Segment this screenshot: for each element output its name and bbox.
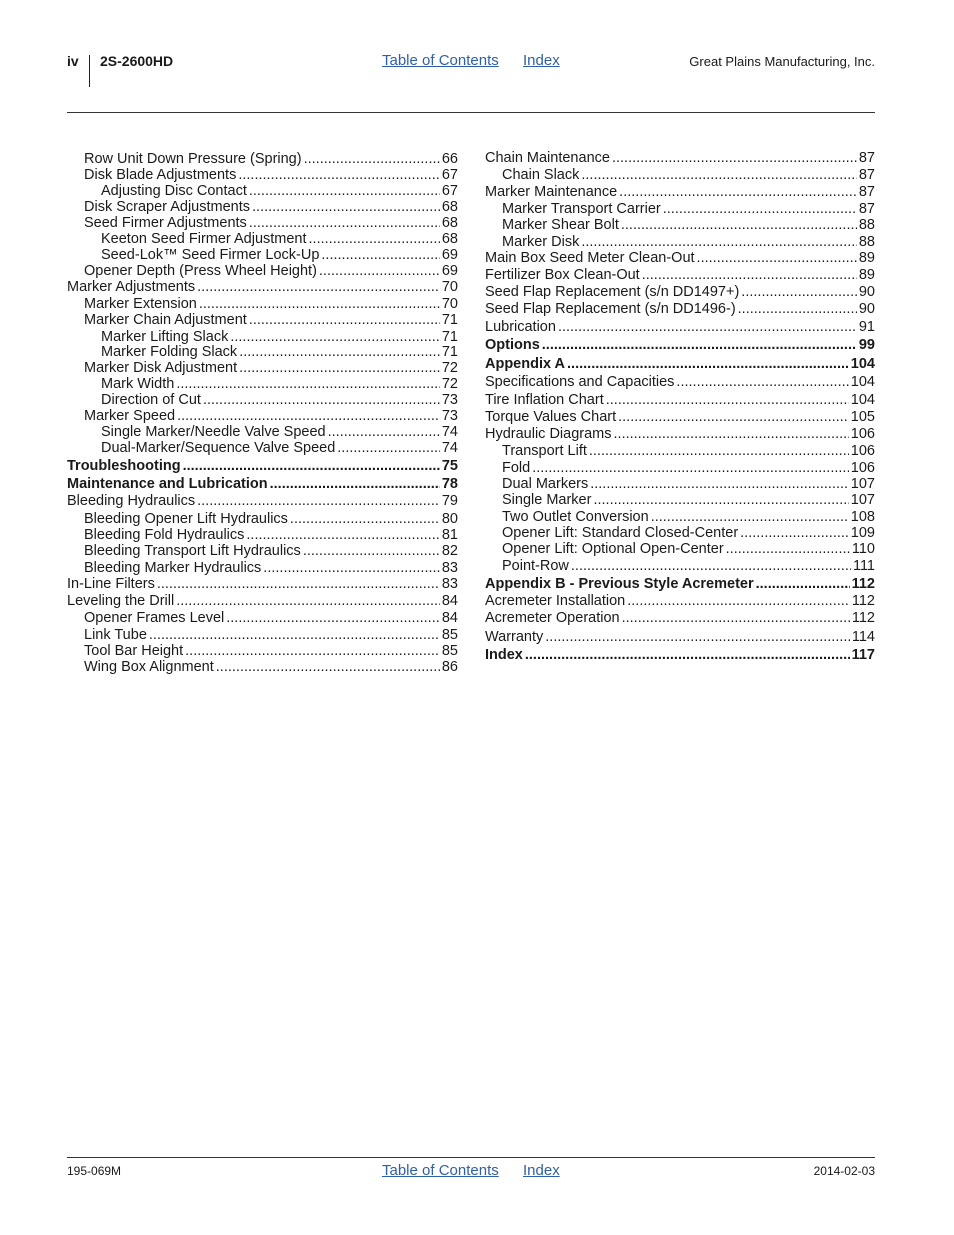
toc-entry-page: 112 xyxy=(851,610,875,626)
toc-entry[interactable] xyxy=(485,184,875,200)
toc-dot-leader xyxy=(319,263,440,279)
toc-entry-page: 112 xyxy=(851,593,875,609)
toc-entry-page: 105 xyxy=(850,409,875,425)
toc-entry-page: 104 xyxy=(850,356,875,372)
toc-entry-page: 70 xyxy=(441,279,458,295)
header-rule xyxy=(67,112,875,113)
toc-entry[interactable] xyxy=(84,296,458,312)
toc-entry[interactable] xyxy=(485,150,875,166)
toc-entry-title: Single Marker xyxy=(502,492,592,508)
toc-entry[interactable] xyxy=(67,279,458,295)
page-number: iv xyxy=(67,53,79,69)
toc-entry-title: Marker Adjustments xyxy=(67,279,196,295)
toc-entry[interactable] xyxy=(101,183,458,199)
toc-dot-leader xyxy=(328,424,440,440)
toc-dot-leader xyxy=(249,312,440,328)
toc-dot-leader xyxy=(621,217,857,233)
toc-entry[interactable] xyxy=(101,440,458,456)
toc-entry[interactable] xyxy=(84,151,458,167)
toc-dot-leader xyxy=(238,167,440,183)
toc-entry-page: 88 xyxy=(858,234,875,250)
toc-entry-page: 88 xyxy=(858,217,875,233)
toc-entry-title: Warranty xyxy=(485,629,544,645)
toc-entry-title: Link Tube xyxy=(84,627,147,643)
toc-entry-title: Single Marker/Needle Valve Speed xyxy=(101,424,326,440)
toc-entry-title: Two Outlet Conversion xyxy=(502,509,649,525)
toc-entry-title: Bleeding Fold Hydraulics xyxy=(84,527,245,543)
toc-entry-page: 68 xyxy=(441,199,458,215)
toc-entry-title: Marker Shear Bolt xyxy=(502,217,619,233)
toc-dot-leader xyxy=(606,392,849,408)
toc-entry-title: Seed Flap Replacement (s/n DD1497+) xyxy=(485,284,740,300)
toc-entry[interactable] xyxy=(502,492,875,508)
toc-entry-page: 87 xyxy=(858,184,875,200)
toc-dot-leader xyxy=(567,356,849,372)
toc-dot-leader xyxy=(249,183,440,199)
toc-entry-page: 87 xyxy=(858,201,875,217)
toc-entry-title: Chain Slack xyxy=(502,167,580,183)
revision-date: 2014-02-03 xyxy=(813,1164,875,1178)
toc-entry-title: Transport Lift xyxy=(502,443,587,459)
toc-dot-leader xyxy=(642,267,857,283)
toc-entry[interactable] xyxy=(485,319,875,335)
toc-entry-title: In-Line Filters xyxy=(67,576,155,592)
toc-entry-page: 67 xyxy=(441,183,458,199)
toc-entry-title: Bleeding Marker Hydraulics xyxy=(84,560,262,576)
toc-entry[interactable] xyxy=(84,610,458,626)
toc-entry-page: 86 xyxy=(441,659,458,675)
toc-dot-leader xyxy=(252,199,440,215)
toc-entry-page: 75 xyxy=(441,458,458,474)
toc-entry[interactable] xyxy=(84,643,458,659)
toc-entry-title: Options xyxy=(485,337,540,353)
toc-entry[interactable] xyxy=(485,647,875,663)
toc-dot-leader xyxy=(589,443,849,459)
toc-entry-title: Marker Disk xyxy=(502,234,580,250)
toc-entry[interactable] xyxy=(502,443,875,459)
toc-dot-leader xyxy=(618,409,849,425)
toc-entry-title: Row Unit Down Pressure (Spring) xyxy=(84,151,302,167)
toc-dot-leader xyxy=(532,460,849,476)
toc-dot-leader xyxy=(619,184,857,200)
toc-entry-page: 117 xyxy=(851,647,875,663)
toc-entry-title: Opener Frames Level xyxy=(84,610,225,626)
toc-entry[interactable] xyxy=(485,250,875,266)
toc-entry-page: 89 xyxy=(858,267,875,283)
toc-entry[interactable] xyxy=(485,284,875,300)
toc-dot-leader xyxy=(558,319,857,335)
toc-entry-page: 73 xyxy=(441,392,458,408)
toc-entry-title: Acremeter Installation xyxy=(485,593,626,609)
toc-entry-page: 87 xyxy=(858,167,875,183)
toc-entry-page: 84 xyxy=(441,610,458,626)
toc-entry-title: Chain Maintenance xyxy=(485,150,610,166)
toc-entry-title: Torque Values Chart xyxy=(485,409,617,425)
toc-entry[interactable] xyxy=(84,543,458,559)
toc-entry-page: 68 xyxy=(441,231,458,247)
toc-entry[interactable] xyxy=(84,312,458,328)
toc-entry-page: 69 xyxy=(441,263,458,279)
toc-dot-leader xyxy=(612,150,857,166)
toc-dot-leader xyxy=(542,337,857,353)
toc-entry-page: 85 xyxy=(441,627,458,643)
toc-dot-leader xyxy=(263,560,440,576)
toc-entry-page: 110 xyxy=(851,541,875,557)
toc-entry-title: Mark Width xyxy=(101,376,175,392)
company-name: Great Plains Manufacturing, Inc. xyxy=(689,54,875,69)
toc-entry-page: 71 xyxy=(441,344,458,360)
toc-entry-page: 83 xyxy=(441,560,458,576)
toc-entry-title: Main Box Seed Meter Clean-Out xyxy=(485,250,695,266)
toc-entry-title: Marker Chain Adjustment xyxy=(84,312,247,328)
footer-rule xyxy=(67,1157,875,1158)
toc-entry-page: 71 xyxy=(441,329,458,345)
toc-entry[interactable] xyxy=(84,627,458,643)
toc-entry-page: 72 xyxy=(441,360,458,376)
toc-dot-leader xyxy=(226,610,440,626)
toc-dot-leader xyxy=(183,458,440,474)
toc-entry[interactable] xyxy=(84,560,458,576)
toc-entry-title: Fold xyxy=(502,460,531,476)
toc-entry-title: Opener Lift: Optional Open-Center xyxy=(502,541,724,557)
toc-entry[interactable] xyxy=(485,267,875,283)
toc-dot-leader xyxy=(581,167,856,183)
toc-entry[interactable] xyxy=(84,659,458,675)
toc-entry[interactable] xyxy=(502,509,875,525)
toc-entry-title: Bleeding Hydraulics xyxy=(67,493,196,509)
toc-dot-leader xyxy=(176,593,440,609)
toc-entry-title: Dual Markers xyxy=(502,476,589,492)
toc-entry-page: 79 xyxy=(441,493,458,509)
toc-entry[interactable] xyxy=(485,337,875,353)
toc-entry-title: Leveling the Drill xyxy=(67,593,175,609)
toc-entry[interactable] xyxy=(101,329,458,345)
toc-dot-leader xyxy=(525,647,850,663)
toc-entry[interactable] xyxy=(101,392,458,408)
toc-entry-page: 99 xyxy=(858,337,875,353)
toc-dot-leader xyxy=(614,426,849,442)
toc-entry-page: 91 xyxy=(858,319,875,335)
toc-dot-leader xyxy=(756,576,850,592)
toc-entry-page: 69 xyxy=(441,247,458,263)
toc-entry-page: 109 xyxy=(850,525,875,541)
toc-entry-page: 108 xyxy=(850,509,875,525)
toc-entry-title: Marker Disk Adjustment xyxy=(84,360,238,376)
footer-toc-link[interactable]: Table of Contents xyxy=(382,1162,499,1179)
toc-dot-leader xyxy=(741,284,857,300)
toc-dot-leader xyxy=(627,593,850,609)
toc-dot-leader xyxy=(176,376,440,392)
toc-entry[interactable] xyxy=(84,527,458,543)
toc-dot-leader xyxy=(197,493,440,509)
toc-entry-title: Direction of Cut xyxy=(101,392,201,408)
toc-entry-title: Bleeding Transport Lift Hydraulics xyxy=(84,543,301,559)
toc-dot-leader xyxy=(246,527,439,543)
toc-entry-title: Marker Maintenance xyxy=(485,184,618,200)
toc-entry[interactable] xyxy=(485,426,875,442)
toc-entry-page: 82 xyxy=(441,543,458,559)
toc-entry[interactable] xyxy=(485,610,875,626)
toc-entry[interactable] xyxy=(101,344,458,360)
toc-dot-leader xyxy=(249,215,440,231)
toc-entry-title: Opener Lift: Standard Closed-Center xyxy=(502,525,739,541)
toc-entry[interactable] xyxy=(101,247,458,263)
toc-entry-page: 106 xyxy=(850,426,875,442)
toc-entry-page: 67 xyxy=(441,167,458,183)
toc-entry[interactable] xyxy=(101,376,458,392)
toc-entry[interactable] xyxy=(101,424,458,440)
toc-entry-page: 107 xyxy=(850,476,875,492)
toc-dot-leader xyxy=(239,344,440,360)
toc-entry[interactable] xyxy=(485,374,875,390)
toc-entry-title: Appendix B - Previous Style Acremeter xyxy=(485,576,754,592)
toc-dot-leader xyxy=(726,541,850,557)
toc-entry[interactable] xyxy=(67,593,458,609)
toc-entry-title: Tire Inflation Chart xyxy=(485,392,604,408)
toc-entry-title: Bleeding Opener Lift Hydraulics xyxy=(84,511,288,527)
toc-dot-leader xyxy=(290,511,440,527)
toc-entry-title: Acremeter Operation xyxy=(485,610,620,626)
toc-entry-title: Fertilizer Box Clean-Out xyxy=(485,267,640,283)
toc-entry[interactable] xyxy=(84,511,458,527)
toc-dot-leader xyxy=(651,509,849,525)
toc-entry-title: Specifications and Capacities xyxy=(485,374,675,390)
toc-dot-leader xyxy=(199,296,440,312)
toc-entry[interactable] xyxy=(485,576,875,592)
toc-entry[interactable] xyxy=(84,167,458,183)
toc-dot-leader xyxy=(197,279,440,295)
toc-entry-page: 83 xyxy=(441,576,458,592)
toc-entry-title: Marker Lifting Slack xyxy=(101,329,229,345)
toc-entry-title: Seed Firmer Adjustments xyxy=(84,215,247,231)
header-index-link[interactable]: Index xyxy=(523,52,560,69)
document-number: 195-069M xyxy=(67,1164,122,1178)
toc-entry-title: Wing Box Alignment xyxy=(84,659,214,675)
toc-dot-leader xyxy=(216,659,440,675)
toc-entry-page: 68 xyxy=(441,215,458,231)
toc-entry-page: 111 xyxy=(852,558,875,574)
toc-entry[interactable] xyxy=(101,231,458,247)
toc-dot-leader xyxy=(337,440,440,456)
toc-entry-title: Marker Extension xyxy=(84,296,197,312)
toc-entry-page: 74 xyxy=(441,424,458,440)
toc-entry-title: Opener Depth (Press Wheel Height) xyxy=(84,263,317,279)
toc-entry-page: 74 xyxy=(441,440,458,456)
toc-entry-page: 87 xyxy=(858,150,875,166)
toc-dot-leader xyxy=(270,476,440,492)
footer-index-link[interactable]: Index xyxy=(523,1162,560,1179)
toc-entry-page: 73 xyxy=(441,408,458,424)
toc-entry[interactable] xyxy=(67,458,458,474)
toc-entry[interactable] xyxy=(84,408,458,424)
toc-dot-leader xyxy=(676,374,848,390)
toc-entry-page: 90 xyxy=(858,284,875,300)
toc-dot-leader xyxy=(321,247,439,263)
toc-entry[interactable] xyxy=(84,360,458,376)
header-divider xyxy=(89,55,90,87)
toc-dot-leader xyxy=(738,301,857,317)
toc-entry-page: 70 xyxy=(441,296,458,312)
toc-entry-title: Keeton Seed Firmer Adjustment xyxy=(101,231,307,247)
toc-entry-title: Tool Bar Height xyxy=(84,643,184,659)
toc-entry-title: Adjusting Disc Contact xyxy=(101,183,247,199)
toc-dot-leader xyxy=(545,629,850,645)
toc-entry-title: Appendix A xyxy=(485,356,566,372)
toc-entry-page: 84 xyxy=(441,593,458,609)
toc-entry-page: 66 xyxy=(441,151,458,167)
toc-entry[interactable] xyxy=(84,263,458,279)
toc-entry-title: Seed-Lok™ Seed Firmer Lock-Up xyxy=(101,247,320,263)
toc-entry[interactable] xyxy=(485,629,875,645)
toc-dot-leader xyxy=(230,329,440,345)
toc-entry-page: 81 xyxy=(441,527,458,543)
toc-dot-leader xyxy=(740,525,849,541)
toc-dot-leader xyxy=(304,151,440,167)
toc-entry-title: Maintenance and Lubrication xyxy=(67,476,268,492)
toc-entry-page: 112 xyxy=(851,576,875,592)
toc-entry-title: Disk Blade Adjustments xyxy=(84,167,237,183)
toc-entry-page: 85 xyxy=(441,643,458,659)
model-name: 2S-2600HD xyxy=(100,53,174,69)
toc-entry[interactable] xyxy=(502,234,875,250)
toc-entry[interactable] xyxy=(67,493,458,509)
toc-entry-page: 78 xyxy=(441,476,458,492)
toc-entry-page: 90 xyxy=(858,301,875,317)
toc-entry[interactable] xyxy=(84,215,458,231)
toc-entry-page: 104 xyxy=(850,392,875,408)
toc-entry-title: Marker Folding Slack xyxy=(101,344,238,360)
toc-dot-leader xyxy=(593,492,848,508)
header-toc-link[interactable]: Table of Contents xyxy=(382,52,499,69)
toc-dot-leader xyxy=(309,231,440,247)
toc-entry[interactable] xyxy=(485,356,875,372)
toc-entry[interactable] xyxy=(502,201,875,217)
toc-entry[interactable] xyxy=(502,217,875,233)
toc-entry[interactable] xyxy=(502,541,875,557)
toc-entry[interactable] xyxy=(485,409,875,425)
toc-entry-page: 89 xyxy=(858,250,875,266)
toc-dot-leader xyxy=(571,558,851,574)
toc-entry[interactable] xyxy=(67,576,458,592)
toc-entry[interactable] xyxy=(485,593,875,609)
toc-entry-title: Seed Flap Replacement (s/n DD1496-) xyxy=(485,301,736,317)
toc-dot-leader xyxy=(239,360,440,376)
toc-entry[interactable] xyxy=(485,392,875,408)
toc-entry-title: Troubleshooting xyxy=(67,458,181,474)
toc-dot-leader xyxy=(157,576,440,592)
toc-dot-leader xyxy=(663,201,857,217)
toc-entry-title: Lubrication xyxy=(485,319,556,335)
toc-entry-title: Point-Row xyxy=(502,558,569,574)
toc-entry-page: 72 xyxy=(441,376,458,392)
toc-dot-leader xyxy=(697,250,857,266)
toc-entry[interactable] xyxy=(84,199,458,215)
toc-entry-title: Disk Scraper Adjustments xyxy=(84,199,251,215)
toc-entry[interactable] xyxy=(502,525,875,541)
toc-entry-page: 107 xyxy=(850,492,875,508)
toc-entry-page: 80 xyxy=(441,511,458,527)
toc-entry[interactable] xyxy=(502,558,875,574)
toc-entry-page: 71 xyxy=(441,312,458,328)
toc-dot-leader xyxy=(149,627,440,643)
toc-entry-title: Index xyxy=(485,647,523,663)
toc-entry-page: 104 xyxy=(850,374,875,390)
toc-entry-title: Marker Transport Carrier xyxy=(502,201,661,217)
toc-dot-leader xyxy=(581,234,857,250)
toc-dot-leader xyxy=(203,392,440,408)
toc-entry[interactable] xyxy=(485,301,875,317)
toc-dot-leader xyxy=(590,476,849,492)
toc-entry[interactable] xyxy=(502,476,875,492)
toc-entry[interactable] xyxy=(502,460,875,476)
toc-entry-title: Dual-Marker/Sequence Valve Speed xyxy=(101,440,336,456)
toc-entry-page: 106 xyxy=(850,443,875,459)
toc-dot-leader xyxy=(177,408,440,424)
toc-entry-page: 114 xyxy=(851,629,875,645)
toc-dot-leader xyxy=(185,643,440,659)
toc-entry-page: 106 xyxy=(850,460,875,476)
toc-entry[interactable] xyxy=(502,167,875,183)
toc-entry-title: Marker Speed xyxy=(84,408,176,424)
toc-entry[interactable] xyxy=(67,476,458,492)
toc-entry-title: Hydraulic Diagrams xyxy=(485,426,612,442)
toc-dot-leader xyxy=(303,543,440,559)
toc-dot-leader xyxy=(622,610,850,626)
